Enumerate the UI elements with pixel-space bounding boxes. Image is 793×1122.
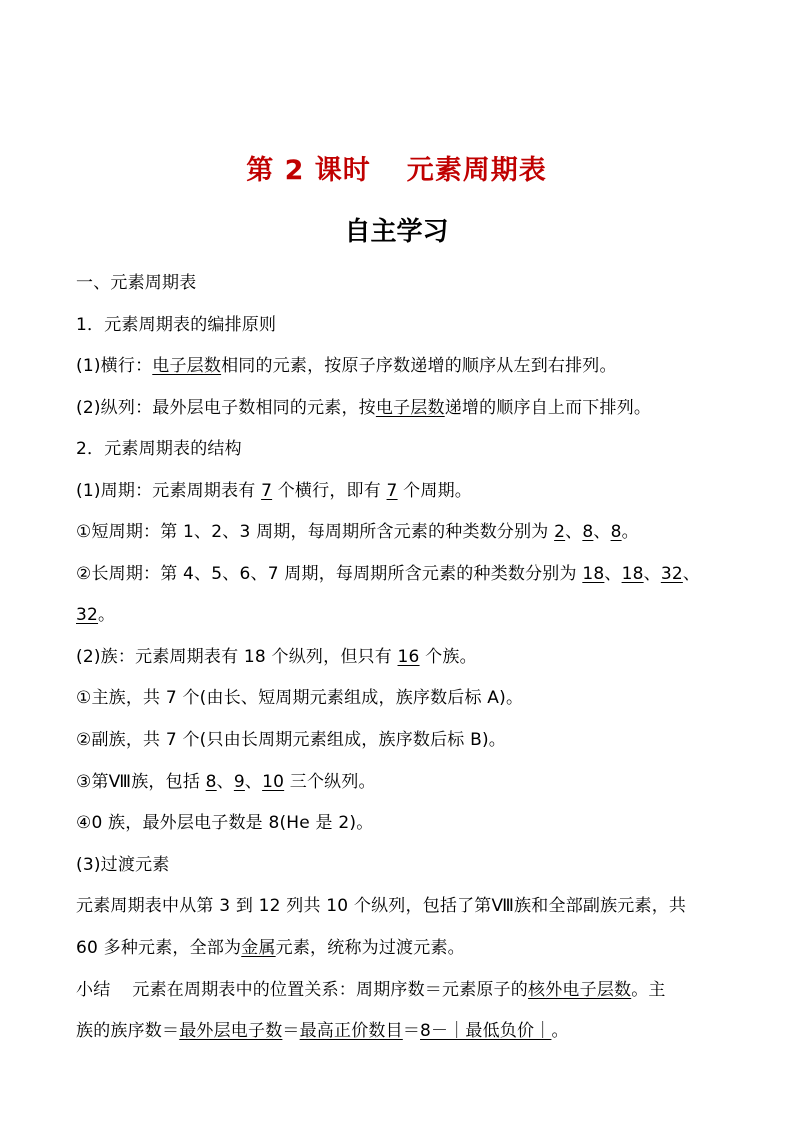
summary-label: 小结 xyxy=(76,980,111,1000)
section-subtitle: 自主学习 xyxy=(344,217,449,247)
answer-blank: 最外层电子数 xyxy=(179,1021,283,1041)
answer-blank: 核外电子层数 xyxy=(528,980,632,1000)
answer-blank: 18 xyxy=(582,564,605,584)
long-period-line-cont: 32。 xyxy=(76,605,116,625)
group-zero-line: ④0 族，最外层电子数是 8(He 是 2)。 xyxy=(76,813,374,833)
principle-rows: (1)横行：电子层数相同的元素，按原子序数递增的顺序从左到右排列。 xyxy=(76,356,617,376)
sub-group-line: ②副族，共 7 个(只由长周期元素组成，族序数后标 B)。 xyxy=(76,730,506,750)
title-lesson: 第 2 课时 xyxy=(246,155,371,186)
long-period-line: ②长周期：第 4、5、6、7 周期，每周期所含元素的种类数分别为 18、18、32、 xyxy=(76,564,701,584)
answer-blank: 18 xyxy=(621,564,644,584)
answer-blank: 8 xyxy=(205,772,217,792)
answer-blank: 金属 xyxy=(241,938,276,958)
answer-blank: 电子层数 xyxy=(152,356,222,376)
subsection-heading-2: 2．元素周期表的结构 xyxy=(76,439,242,459)
transition-text-2: 60 多种元素，全部为金属元素，统称为过渡元素。 xyxy=(76,938,465,958)
group-viii-line: ③第Ⅷ族，包括 8、9、10 三个纵列。 xyxy=(76,772,376,792)
short-period-line: ①短周期：第 1、2、3 周期，每周期所含元素的种类数分别为 2、8、8。 xyxy=(76,522,639,542)
transition-heading: (3)过渡元素 xyxy=(76,855,170,875)
transition-text-1: 元素周期表中从第 3 到 12 列共 10 个纵列，包括了第Ⅷ族和全部副族元素，共 xyxy=(76,896,687,916)
section-heading: 一、元素周期表 xyxy=(76,273,197,293)
answer-blank: 7 xyxy=(386,481,398,501)
answer-blank: 32 xyxy=(660,564,683,584)
answer-blank: 8 xyxy=(582,522,594,542)
answer-blank: 8－｜最低负价｜ xyxy=(420,1021,552,1041)
answer-blank: 16 xyxy=(397,647,420,667)
answer-blank: 10 xyxy=(262,772,285,792)
answer-blank: 电子层数 xyxy=(375,398,445,418)
answer-blank: 8 xyxy=(610,522,622,542)
answer-blank: 32 xyxy=(76,605,99,625)
principle-columns: (2)纵列：最外层电子数相同的元素，按电子层数递增的顺序自上而下排列。 xyxy=(76,398,652,418)
summary-line-2: 族的族序数＝最外层电子数＝最高正价数目＝8－｜最低负价｜。 xyxy=(76,1021,569,1041)
subsection-heading-1: 1．元素周期表的编排原则 xyxy=(76,315,277,335)
answer-blank: 最高正价数目 xyxy=(299,1021,403,1041)
summary-line-1: 小结 元素在周期表中的位置关系：周期序数＝元素原子的核外电子层数。主 xyxy=(76,980,666,1000)
page-title xyxy=(0,148,793,187)
title-topic: 元素周期表 xyxy=(406,155,547,186)
period-line: (1)周期：元素周期表有 7 个横行，即有 7 个周期。 xyxy=(76,481,472,501)
answer-blank: 2 xyxy=(554,522,566,542)
main-group-line: ①主族，共 7 个(由长、短周期元素组成，族序数后标 A)。 xyxy=(76,688,524,708)
group-line: (2)族：元素周期表有 18 个纵列，但只有 16 个族。 xyxy=(76,647,477,667)
answer-blank: 9 xyxy=(233,772,245,792)
answer-blank: 7 xyxy=(261,481,273,501)
